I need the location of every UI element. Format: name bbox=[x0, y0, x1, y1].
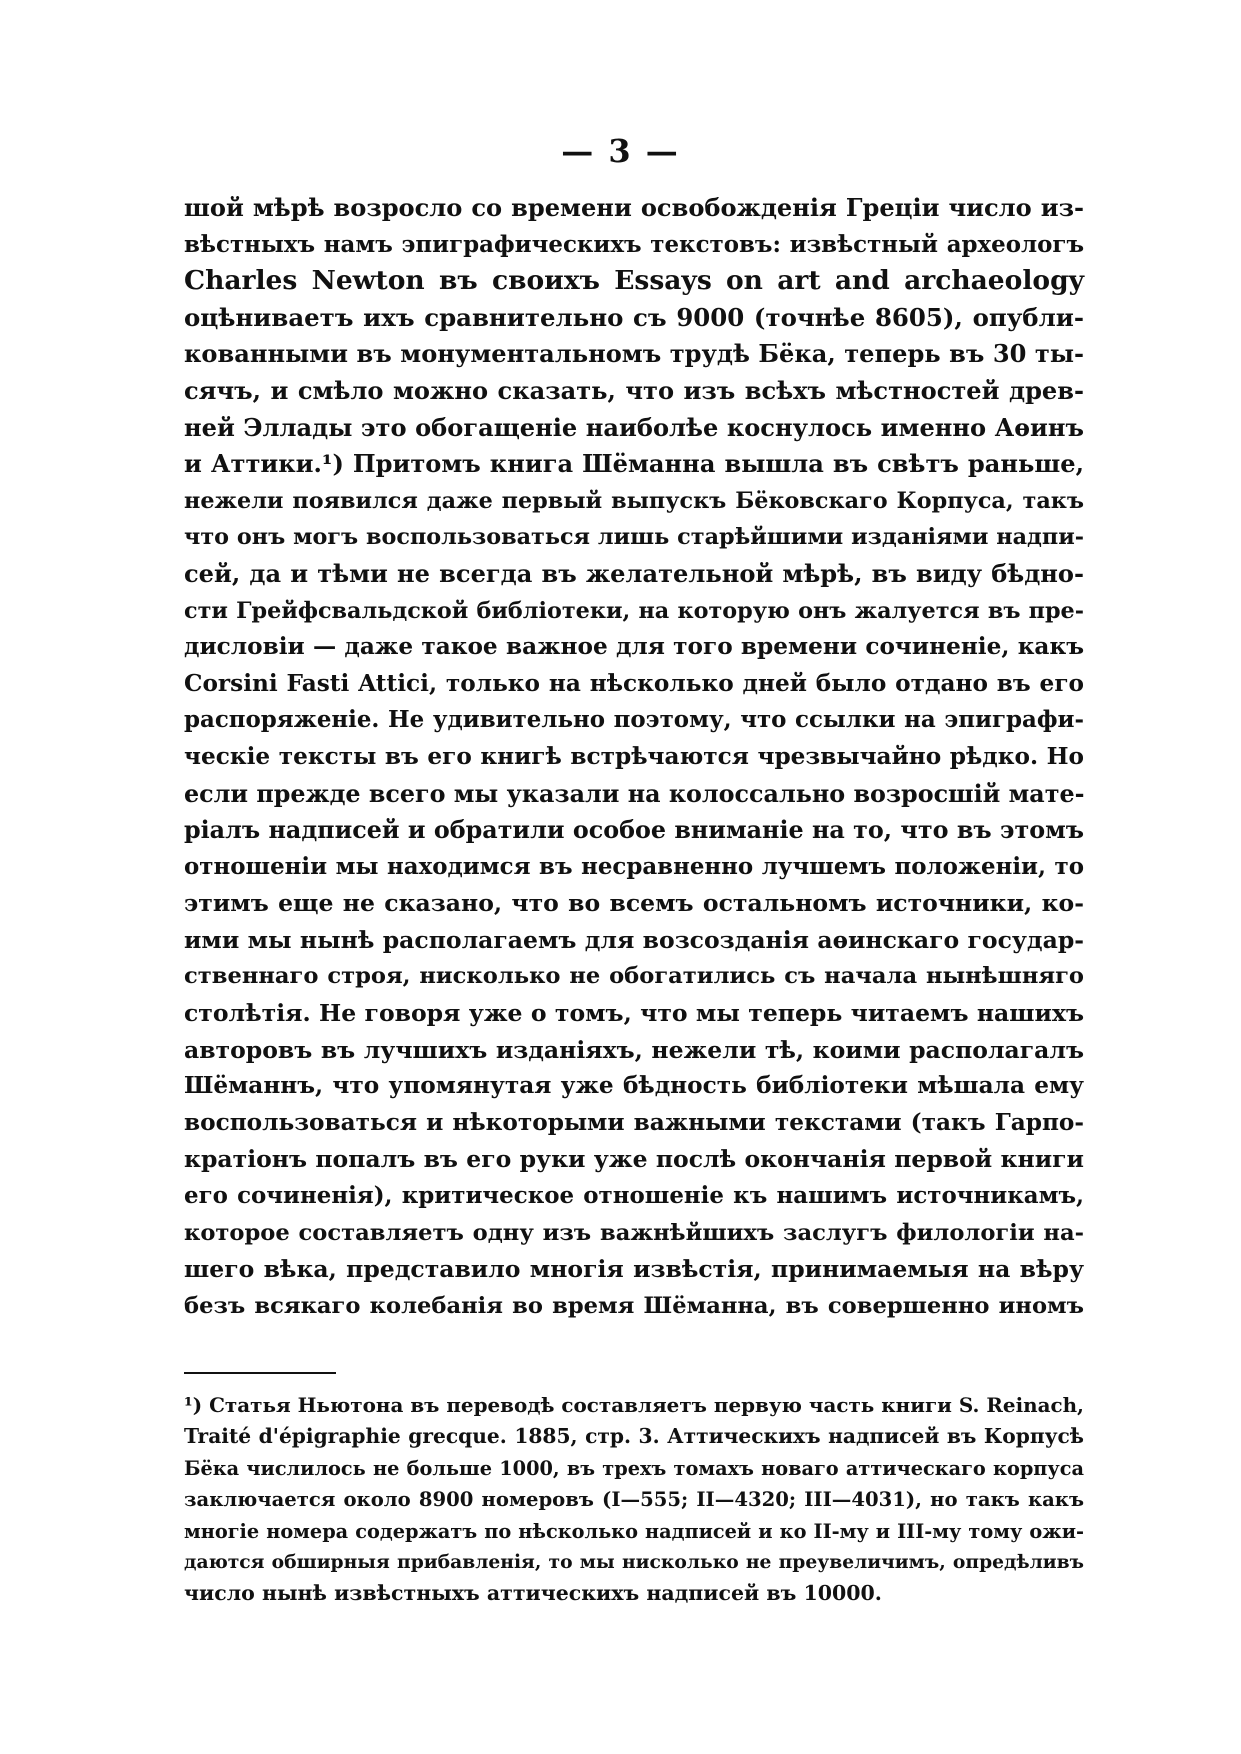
body-line: оцѣниваетъ ихъ сравнительно съ 9000 (точнѣе 8605), опубли- bbox=[184, 302, 1084, 332]
body-line: вѣстныхъ намъ эпиграфическихъ текстовъ: извѣстный археологъ bbox=[184, 230, 1084, 258]
body-line: воспользоваться и нѣкоторыми важными текстами (такъ Гарпо- bbox=[184, 1108, 1084, 1136]
footnote-line: Бёка числилось не больше 1000, въ трехъ томахъ новаго аттическаго корпуса bbox=[184, 1456, 1084, 1480]
body-line: сти Грейфсвальдской библіотеки, на которую онъ жалуется въ пре- bbox=[184, 597, 1084, 624]
body-line: если прежде всего мы указали на колоссально возросшій мате- bbox=[184, 779, 1085, 808]
footnote bbox=[184, 1390, 1084, 1610]
body-line: кратіонъ попалъ въ его руки уже послѣ окончанія первой книги bbox=[184, 1145, 1084, 1174]
body-line: Charles Newton въ своихъ Essays on art and archaeology bbox=[184, 265, 1084, 297]
body-line: шего вѣка, представило многія извѣстія, принимаемыя на вѣру bbox=[184, 1255, 1084, 1284]
footnote-line: ¹) Статья Ньютона въ переводѣ составляетъ первую часть книги S. Reinach, bbox=[184, 1393, 1084, 1417]
body-line: ней Эллады это обогащеніе наиболѣе коснулось именно Аѳинъ bbox=[184, 412, 1084, 442]
footnote-line: число нынѣ извѣстныхъ аттическихъ надписей въ 10000. bbox=[184, 1581, 882, 1606]
body-line: и Аттики.¹) Притомъ книга Шёманна вышла въ свѣтъ раньше, bbox=[184, 449, 1084, 479]
body-line: что онъ могъ воспользоваться лишь старѣйшими изданіями надпи- bbox=[184, 524, 1084, 551]
body-line: шой мѣрѣ возросло со времени освобожденія Греціи число из- bbox=[184, 193, 1084, 222]
body-line: Шёманнъ, что упомянутая уже бѣдность библіотеки мѣшала ему bbox=[184, 1072, 1084, 1100]
body-line: его сочиненія), критическое отношеніе къ нашимъ источникамъ, bbox=[184, 1182, 1084, 1210]
body-line: ими мы нынѣ располагаемъ для возсозданія аѳинскаго государ- bbox=[184, 925, 1084, 954]
body-line: сей, да и тѣми не всегда въ желательной мѣрѣ, въ виду бѣдно- bbox=[184, 558, 1084, 588]
body-line: ріалъ надписей и обратили особое вниманіе на то, что въ этомъ bbox=[184, 816, 1084, 845]
footnote-line: многіе номера содержатъ по нѣсколько надписей и ко II-му и III-му тому ожи- bbox=[184, 1519, 1084, 1543]
footnote-line: даются обширныя прибавленія, то мы нисколько не преувеличимъ, опредѣливъ bbox=[184, 1550, 1084, 1573]
body-line: дисловіи — даже такое важное для того времени сочиненіе, какъ bbox=[184, 633, 1084, 661]
footnote-separator bbox=[184, 1372, 336, 1374]
body-line: кованными въ монументальномъ трудѣ Бёка, теперь въ 30 ты- bbox=[184, 339, 1084, 369]
body-line: нежели появился даже первый выпускъ Бёковскаго Корпуса, такъ bbox=[184, 487, 1084, 514]
body-line: этимъ еще не сказано, что во всемъ остальномъ источники, ко- bbox=[184, 889, 1084, 918]
body-line: распоряженіе. Не удивительно поэтому, что ссылки на эпиграфи- bbox=[184, 706, 1084, 734]
body-line: которое составляетъ одну изъ важнѣйшихъ заслугъ филологіи на- bbox=[184, 1219, 1084, 1246]
body-line: сячъ, и смѣло можно сказать, что изъ всѣхъ мѣстностей древ- bbox=[184, 375, 1084, 405]
footnote-line: Traité d'épigraphie grecque. 1885, стр. 3. Аттическихъ надписей въ Корпусѣ bbox=[184, 1424, 1084, 1449]
body-line: ческіе тексты въ его книгѣ встрѣчаются чрезвычайно рѣдко. Но bbox=[184, 742, 1084, 770]
body-line: отношеніи мы находимся въ несравненно лучшемъ положеніи, то bbox=[184, 852, 1084, 880]
body-text bbox=[184, 190, 1084, 1324]
body-line: авторовъ въ лучшихъ изданіяхъ, нежели тѣ, коими располагалъ bbox=[184, 1035, 1084, 1064]
body-line: ственнаго строя, нисколько не обогатились съ начала нынѣшняго bbox=[184, 963, 1084, 990]
body-line: столѣтія. Не говоря уже о томъ, что мы теперь читаемъ нашихъ bbox=[184, 999, 1084, 1028]
body-line: безъ всякаго колебанія во время Шёманна, въ совершенно иномъ bbox=[184, 1292, 1084, 1319]
page-number: — 3 — bbox=[561, 132, 680, 170]
body-line: Corsini Fasti Attici, только на нѣсколько дней было отдано въ его bbox=[184, 669, 1084, 697]
footnote-line: заключается около 8900 номеровъ (I—555; II—4320; III—4031), но такъ какъ bbox=[184, 1488, 1084, 1512]
